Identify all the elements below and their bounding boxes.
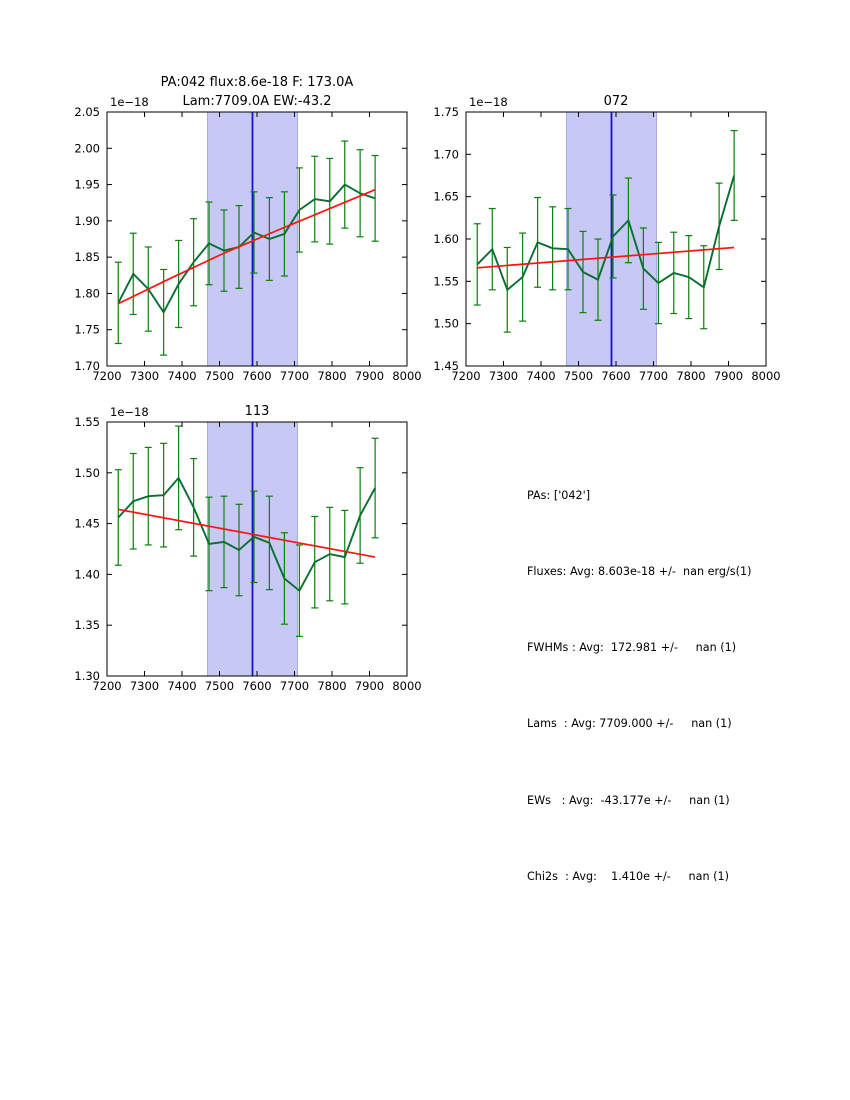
y-tick-label: 1.80 xyxy=(74,286,100,301)
y-tick-label: 1.60 xyxy=(433,232,459,246)
y-axis-offset-label: 1e−18 xyxy=(110,405,149,419)
chart-title: PA:042 flux:8.6e-18 F: 173.0A xyxy=(160,75,354,90)
y-tick-label: 1.90 xyxy=(74,213,100,228)
x-tick-label: 7600 xyxy=(242,679,272,693)
stats-line-ews: EWs : Avg: -43.177e +/- nan (1) xyxy=(527,793,730,807)
x-tick-label: 7900 xyxy=(713,369,744,383)
x-tick-label: 7400 xyxy=(167,369,197,383)
y-tick-label: 1.50 xyxy=(433,316,459,331)
y-tick-label: 1.75 xyxy=(74,322,100,337)
x-tick-label: 7900 xyxy=(354,679,385,693)
x-tick-label: 7500 xyxy=(204,679,235,693)
x-tick-label: 7400 xyxy=(167,679,197,693)
y-tick-label: 1.55 xyxy=(74,415,100,429)
x-tick-label: 8000 xyxy=(392,369,422,383)
chart-svg xyxy=(60,60,432,395)
x-tick-label: 7300 xyxy=(129,679,160,693)
x-tick-label: 7600 xyxy=(601,369,631,383)
plot-072 xyxy=(419,60,791,395)
x-tick-label: 7900 xyxy=(354,369,385,383)
y-tick-label: 1.70 xyxy=(433,147,459,162)
x-tick-label: 7300 xyxy=(488,369,519,383)
stats-panel xyxy=(527,432,751,940)
y-tick-label: 2.00 xyxy=(74,141,100,156)
y-axis-offset-label: 1e−18 xyxy=(469,95,508,109)
chart-title: 072 xyxy=(603,94,629,109)
chart-svg xyxy=(60,370,432,705)
y-tick-label: 1.55 xyxy=(433,274,459,289)
x-tick-label: 7400 xyxy=(526,369,556,383)
x-tick-label: 8000 xyxy=(392,679,422,693)
y-tick-label: 1.35 xyxy=(74,618,100,633)
x-tick-label: 7500 xyxy=(563,369,594,383)
x-tick-label: 7200 xyxy=(92,369,122,383)
x-tick-label: 7300 xyxy=(129,369,160,383)
y-tick-label: 1.75 xyxy=(433,105,459,119)
x-tick-label: 7800 xyxy=(317,679,347,693)
x-tick-label: 7700 xyxy=(279,679,310,693)
stats-line-pas: PAs: ['042'] xyxy=(527,488,591,502)
y-tick-label: 1.50 xyxy=(74,465,100,480)
stats-line-fluxes: Fluxes: Avg: 8.603e-18 +/- nan erg/s(1) xyxy=(527,565,752,579)
y-axis-offset-label: 1e−18 xyxy=(110,95,149,109)
chart-svg xyxy=(419,60,791,395)
plot-pa042 xyxy=(60,60,432,395)
chart-title: 113 xyxy=(244,404,270,419)
chart-title: Lam:7709.0A EW:-43.2 xyxy=(182,94,332,109)
y-tick-label: 2.05 xyxy=(74,105,100,119)
stats-line-chi2s: Chi2s : Avg: 1.410e +/- nan (1) xyxy=(527,869,729,883)
x-tick-label: 8000 xyxy=(751,369,781,383)
plot-113 xyxy=(60,370,432,705)
x-tick-label: 7200 xyxy=(451,369,481,383)
x-tick-label: 7500 xyxy=(204,369,235,383)
x-tick-label: 7800 xyxy=(317,369,347,383)
y-tick-label: 1.85 xyxy=(74,250,100,265)
y-tick-label: 1.40 xyxy=(74,567,100,582)
y-tick-label: 1.45 xyxy=(74,516,100,531)
y-tick-label: 1.95 xyxy=(74,177,100,192)
x-tick-label: 7700 xyxy=(279,369,310,383)
x-tick-label: 7600 xyxy=(242,369,272,383)
stats-line-lams: Lams : Avg: 7709.000 +/- nan (1) xyxy=(527,717,732,731)
x-tick-label: 7200 xyxy=(92,679,122,693)
x-tick-label: 7800 xyxy=(676,369,706,383)
y-tick-label: 1.70 xyxy=(74,359,100,373)
y-tick-label: 1.30 xyxy=(74,669,100,683)
x-tick-label: 7700 xyxy=(638,369,669,383)
y-tick-label: 1.45 xyxy=(433,359,459,373)
y-tick-label: 1.65 xyxy=(433,189,459,204)
stats-line-fwhms: FWHMs : Avg: 172.981 +/- nan (1) xyxy=(527,641,737,655)
